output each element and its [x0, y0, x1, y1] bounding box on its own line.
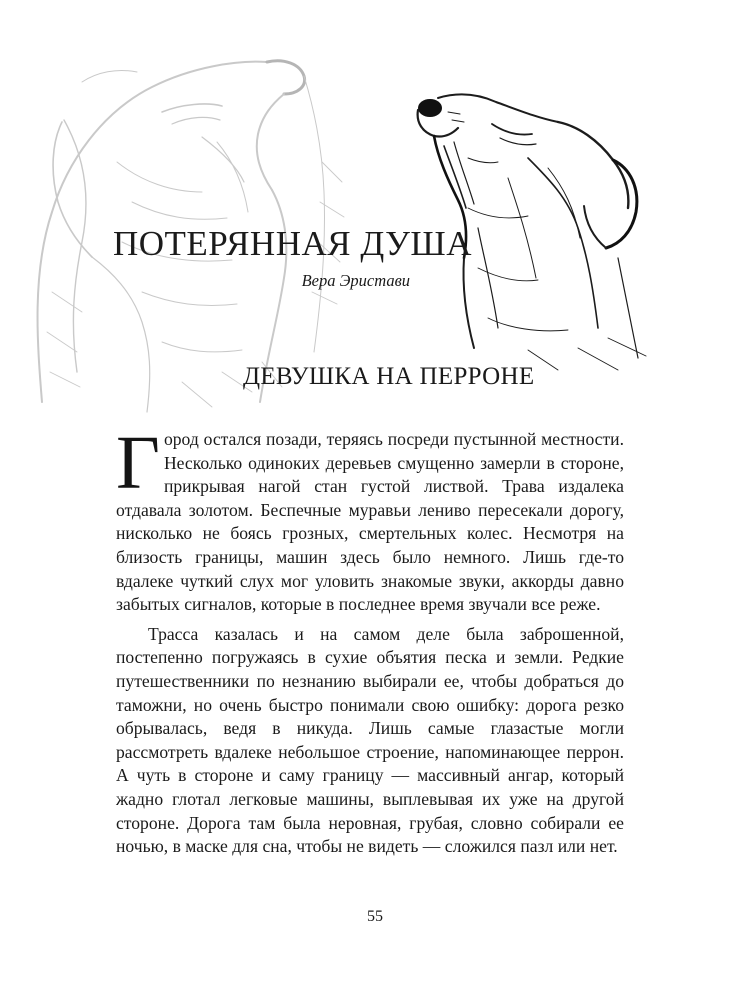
- story-text: [116, 421, 624, 859]
- paragraph: [116, 623, 624, 859]
- drop-cap: Г: [116, 421, 160, 505]
- author-name: Вера Эристави: [301, 271, 410, 290]
- paragraph-text: ород остался позади, теряясь посреди пустынной местности. Несколько одиноких деревьев смущенно замерли в стороне, прикрывая нагой стан густой листвой. Трава издалека отдавала золотом. Беспечные муравьи лениво пересекали дорогу, нисколько не боясь грозных, смертельных колес. Несмотря на близость границы, машин здесь было немного. Лишь где-то вдалеке чуткий слух мог уловить знакомые звуки, аккорды давно забытых сигналов, которые в последнее время звучали все реже.: [116, 429, 624, 615]
- page-number: 55: [367, 908, 383, 925]
- paragraph-text: Трасса казалась и на самом деле была заброшенной, постепенно погружаясь в сухие объятия песка и земли. Редкие путешественники по незнанию выбирали ее, чтобы добраться до таможни, но очень быстро понимали свою ошибку: дорога резко обрывалась, ведя в никуда. Лишь самые глазастые могли рассмотреть вдалеке небольшое строение, напоминающее перрон. А чуть в стороне и саму границу — массивный ангар, который жадно глотал легковые машины, выплевывая их уже на другой стороне. Дорога там была неровная, грубая, словно собирали ее ночью, в маске для сна, чтобы не видеть — сложился пазл или нет.: [116, 623, 624, 857]
- story-title: ПОТЕРЯННАЯ ДУША: [113, 224, 473, 263]
- chapter-title: ДЕВУШКА НА ПЕРРОНЕ: [243, 363, 535, 390]
- paragraph: [116, 421, 624, 617]
